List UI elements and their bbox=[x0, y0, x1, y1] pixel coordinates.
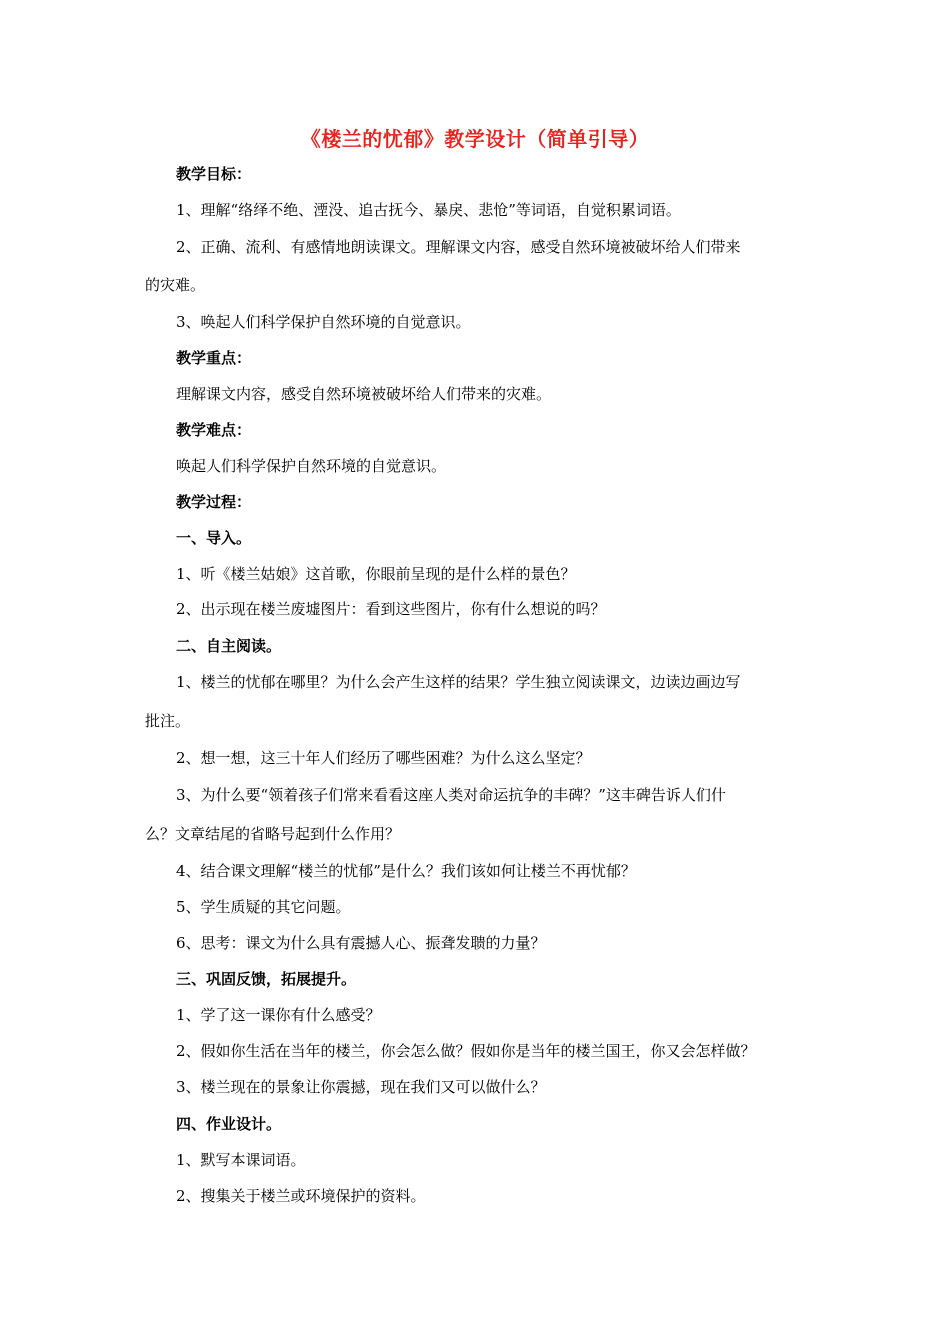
difficulty-heading: 教学难点： bbox=[176, 421, 252, 439]
goal-item-1: 1、理解“络绎不绝、湮没、追古抚今、暴戾、悲怆”等词语，自觉积累词语。 bbox=[176, 201, 681, 219]
section-2-item-6: 6、思考：课文为什么具有震撼人心、振聋发聩的力量？ bbox=[176, 934, 546, 952]
section-1-item-1: 1、听《楼兰姑娘》这首歌，你眼前呈现的是什么样的景色？ bbox=[176, 565, 576, 583]
section-2-item-3-line-1: 3、为什么要“领着孩子们常来看看这座人类对命运抗争的丰碑？”这丰碑告诉人们什 bbox=[176, 786, 726, 804]
section-2-item-4: 4、结合课文理解“楼兰的忧郁”是什么？我们该如何让楼兰不再忧郁？ bbox=[176, 862, 636, 880]
key-point-heading: 教学重点： bbox=[176, 349, 252, 367]
goals-heading: 教学目标： bbox=[176, 165, 252, 183]
section-2-item-3-line-2: 么？文章结尾的省略号起到什么作用？ bbox=[145, 825, 401, 843]
section-3-item-3: 3、楼兰现在的景象让你震撼，现在我们又可以做什么？ bbox=[176, 1078, 546, 1096]
difficulty-text: 唤起人们科学保护自然环境的自觉意识。 bbox=[176, 457, 447, 475]
section-1-heading: 一、导入。 bbox=[176, 529, 252, 547]
goal-item-3: 3、唤起人们科学保护自然环境的自觉意识。 bbox=[176, 313, 471, 331]
section-1-item-2: 2、出示现在楼兰废墟图片：看到这些图片，你有什么想说的吗？ bbox=[176, 600, 606, 618]
key-point-text: 理解课文内容，感受自然环境被破坏给人们带来的灾难。 bbox=[176, 385, 552, 403]
section-2-item-1-line-1: 1、楼兰的忧郁在哪里？为什么会产生这样的结果？学生独立阅读课文，边读边画边写 bbox=[176, 673, 741, 691]
section-3-item-2: 2、假如你生活在当年的楼兰，你会怎么做？假如你是当年的楼兰国王，你又会怎样做？ bbox=[176, 1042, 756, 1060]
section-2-item-2: 2、想一想，这三十年人们经历了哪些困难？为什么这么坚定？ bbox=[176, 749, 591, 767]
section-2-heading: 二、自主阅读。 bbox=[176, 637, 282, 655]
section-4-heading: 四、作业设计。 bbox=[176, 1115, 282, 1133]
section-2-item-5: 5、学生质疑的其它问题。 bbox=[176, 898, 351, 916]
goal-item-2-line-1: 2、正确、流利、有感情地朗读课文。理解课文内容，感受自然环境被破坏给人们带来 bbox=[176, 238, 741, 256]
section-3-heading: 三、巩固反馈，拓展提升。 bbox=[176, 970, 357, 988]
process-heading: 教学过程： bbox=[176, 493, 252, 511]
goal-item-2-line-2: 的灾难。 bbox=[145, 276, 206, 294]
section-4-item-2: 2、搜集关于楼兰或环境保护的资料。 bbox=[176, 1187, 426, 1205]
section-4-item-1: 1、默写本课词语。 bbox=[176, 1151, 306, 1169]
document-title: 《楼兰的忧郁》教学设计（简单引导） bbox=[300, 127, 650, 151]
section-3-item-1: 1、学了这一课你有什么感受？ bbox=[176, 1006, 381, 1024]
section-2-item-1-line-2: 批注。 bbox=[145, 712, 191, 730]
